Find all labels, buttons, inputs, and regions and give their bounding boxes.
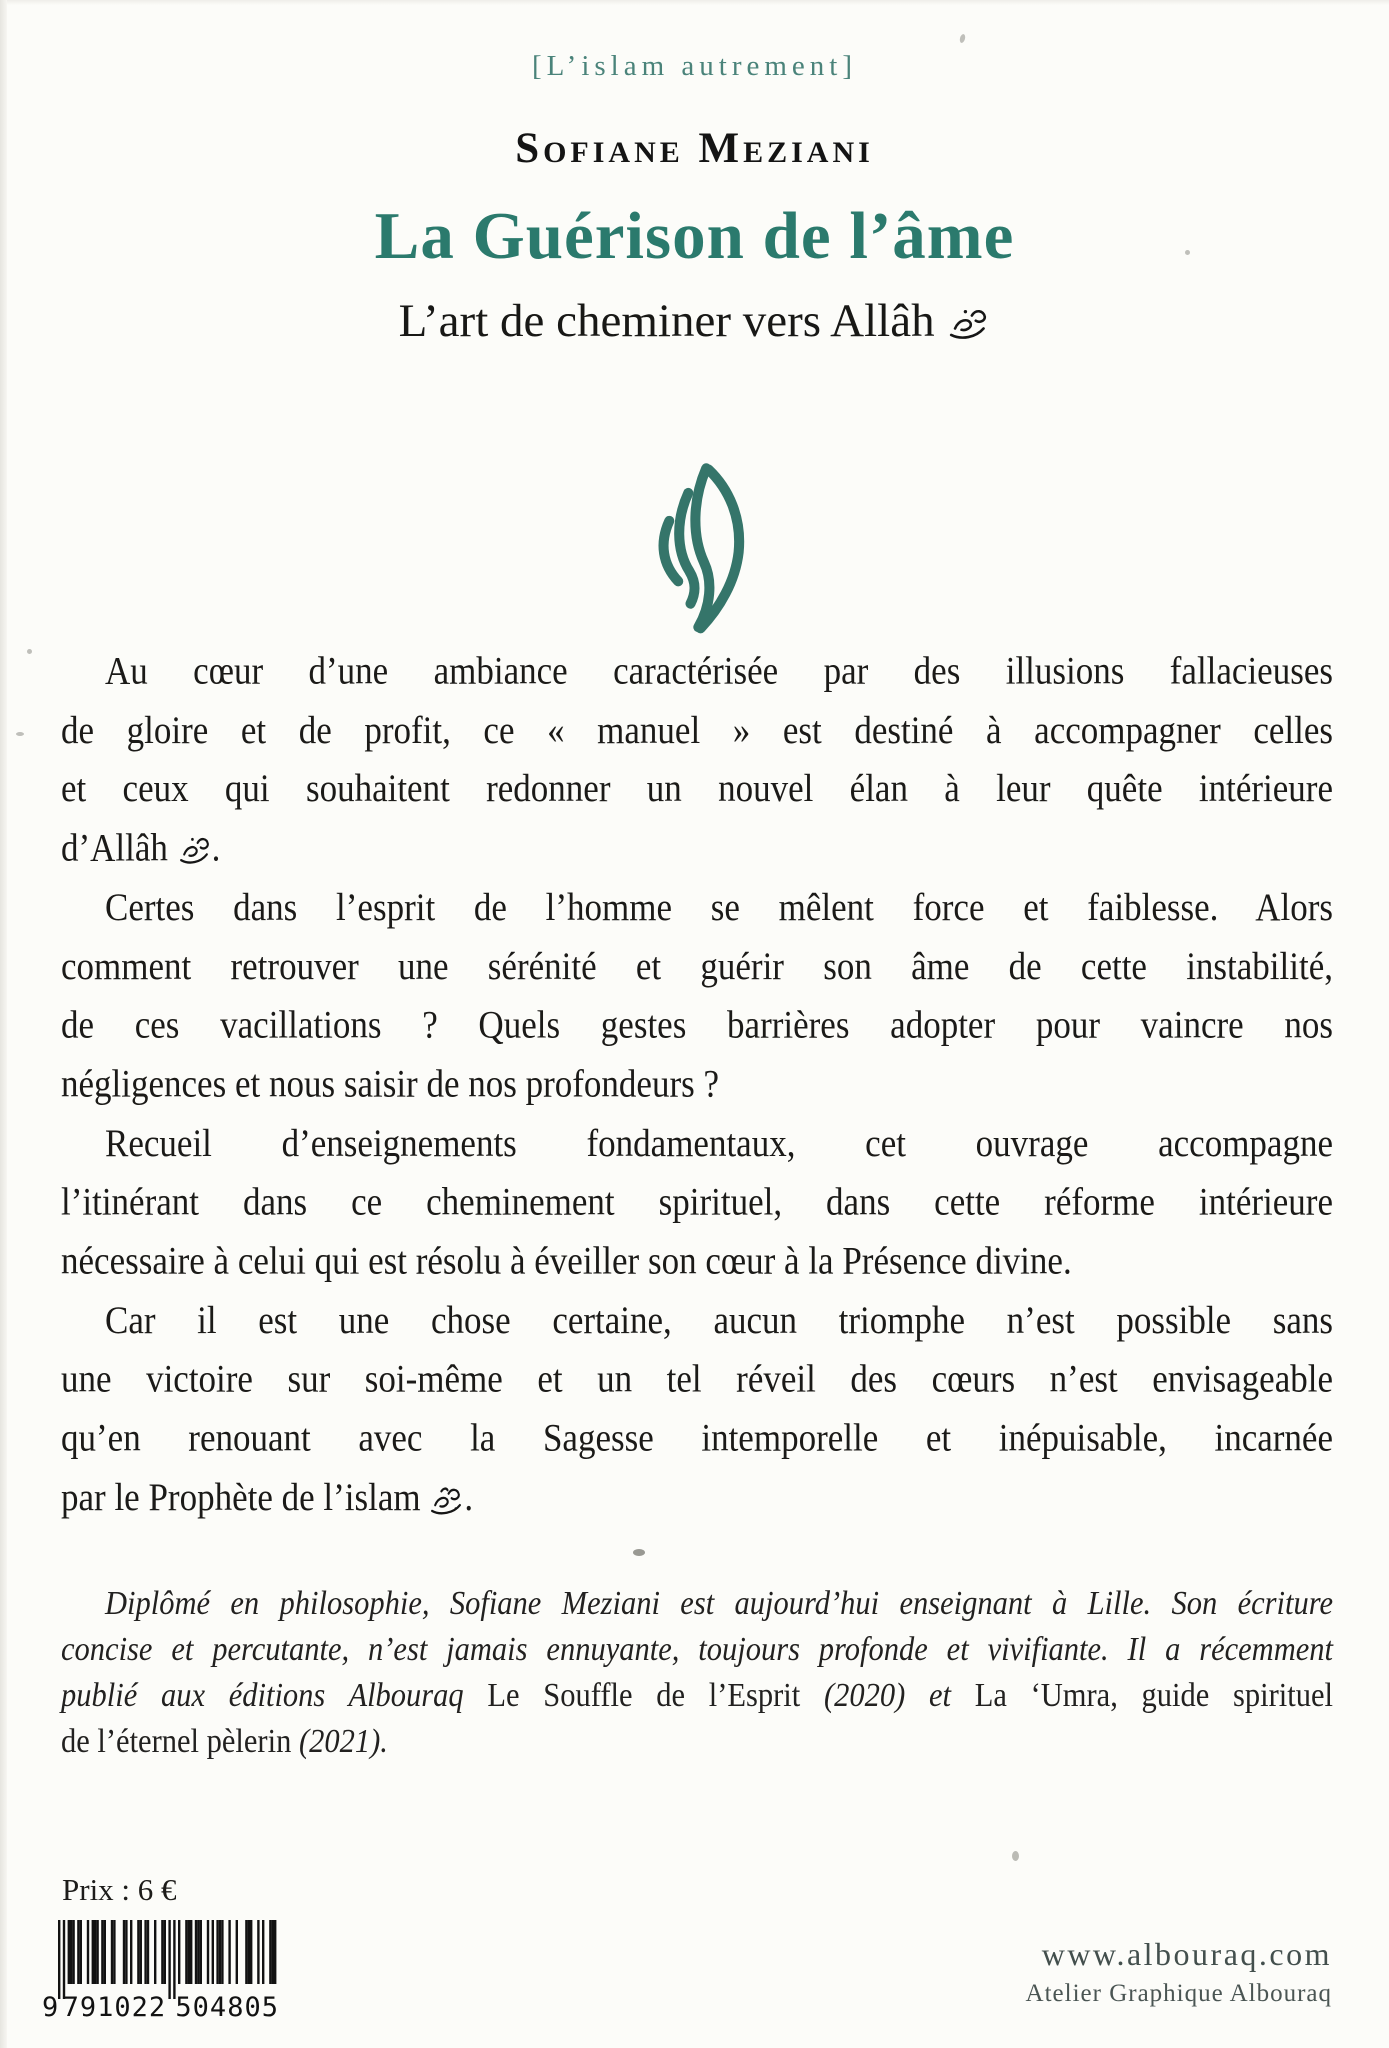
text-segment: La ‘Umra, guide spirituel	[974, 1675, 1333, 1714]
scan-speck	[16, 732, 24, 736]
synopsis-line	[61, 1409, 1333, 1468]
synopsis	[61, 642, 1333, 1527]
synopsis-line	[61, 1173, 1333, 1232]
azza-wa-jall-calligraphy-icon	[177, 833, 212, 865]
synopsis-line	[61, 1350, 1333, 1409]
text-segment: nécessaire à celui qui est résolu à éveiller son cœur à la Présence divine.	[61, 1238, 1072, 1283]
text-segment: comment retrouver une sérénité et guérir son âme de cette instabilité,	[61, 943, 1333, 988]
synopsis-line	[61, 760, 1333, 819]
publisher-studio: Atelier Graphique Albouraq	[1025, 1980, 1332, 2007]
barcode-left-digits: 791022	[62, 1992, 167, 2020]
text-segment: de l’éternel pèlerin	[61, 1721, 299, 1760]
synopsis-line	[61, 1055, 1333, 1114]
text-segment: Diplômé en philosophie, Sofiane Meziani est aujourd’hui enseignant à Lille. Son écriture	[105, 1583, 1333, 1622]
text-segment: concise et percutante, n’est jamais ennuyante, toujours profonde et vivifiante. Il a récemment	[61, 1629, 1333, 1668]
text-segment: et	[928, 1675, 975, 1714]
barcode-right-digits: 504805	[175, 1992, 279, 2020]
text-segment: négligences et nous saisir de nos profondeurs ?	[61, 1061, 720, 1106]
synopsis-line	[61, 642, 1333, 701]
bio-line	[61, 1580, 1333, 1626]
text-segment: .	[211, 825, 221, 870]
bio-line	[61, 1672, 1333, 1718]
saw-calligraphy-icon	[429, 1482, 464, 1514]
text-segment: .	[464, 1475, 474, 1519]
text-segment: Recueil d’enseignements fondamentaux, cet ouvrage accompagne	[105, 1120, 1333, 1165]
synopsis-line	[61, 1114, 1333, 1173]
scan-speck	[1012, 1851, 1019, 1861]
ean13-barcode	[40, 1918, 292, 2020]
book-subtitle	[0, 294, 1389, 348]
collection-name: [L’islam autrement]	[531, 50, 858, 82]
scan-speck	[633, 1549, 645, 1556]
synopsis-line	[61, 1232, 1333, 1291]
azza-wa-jall-calligraphy-icon	[946, 303, 990, 341]
text-segment: de gloire et de profit, ce « manuel » est destiné à accompagner celles	[61, 707, 1333, 752]
scan-speck	[959, 34, 966, 44]
synopsis-line	[61, 937, 1333, 996]
book-title: La Guérison de l’âme	[374, 199, 1015, 273]
text-segment: et ceux qui souhaitent redonner un nouvel élan à leur quête intérieure	[61, 766, 1333, 811]
albouraq-flame-logo	[639, 456, 751, 635]
publisher-website: www.albouraq.com	[1041, 1936, 1332, 1972]
text-segment: Car il est une chose certaine, aucun triomphe n’est possible sans	[105, 1298, 1333, 1342]
bio-line	[61, 1626, 1333, 1672]
synopsis-line	[61, 819, 1333, 878]
barcode-first-digit: 9	[42, 1992, 59, 2020]
text-segment: Au cœur d’une ambiance caractérisée par des illusions fallacieuses	[105, 648, 1333, 693]
text-segment: d’Allâh	[61, 825, 177, 870]
text-segment: par le Prophète de l’islam	[61, 1475, 430, 1519]
text-segment: publié aux éditions Albouraq	[61, 1675, 488, 1714]
author-name: Sofiane Meziani	[515, 125, 874, 172]
scan-speck	[1185, 250, 1190, 255]
synopsis-line	[61, 701, 1333, 760]
price-label: Prix : 6 €	[62, 1872, 177, 1907]
text-segment: Le Souffle de l’Esprit	[487, 1675, 824, 1714]
text-segment: (2021).	[298, 1721, 388, 1760]
author-bio	[61, 1580, 1333, 1764]
subtitle-text: L’art de cheminer vers Allâh	[398, 295, 935, 347]
text-segment: l’itinérant dans ce cheminement spirituel, dans cette réforme intérieure	[61, 1179, 1333, 1224]
synopsis-line	[61, 1291, 1333, 1350]
text-segment: une victoire sur soi-même et un tel réveil des cœurs n’est envisageable	[61, 1357, 1333, 1401]
synopsis-line	[61, 996, 1333, 1055]
scan-speck	[27, 649, 32, 654]
text-segment: (2020)	[823, 1675, 929, 1714]
text-segment: Certes dans l’esprit de l’homme se mêlent force et faiblesse. Alors	[105, 884, 1333, 929]
text-segment: qu’en renouant avec la Sagesse intemporelle et inépuisable, incarnée	[61, 1416, 1333, 1460]
text-segment: de ces vacillations ? Quels gestes barrières adopter pour vaincre nos	[61, 1002, 1333, 1047]
publisher-info	[1026, 1936, 1332, 2008]
scan-edge-top	[0, 0, 1389, 5]
back-cover-text	[61, 642, 1333, 1764]
bio-line	[61, 1718, 1333, 1764]
synopsis-line	[61, 1468, 1333, 1527]
synopsis-line	[61, 878, 1333, 937]
